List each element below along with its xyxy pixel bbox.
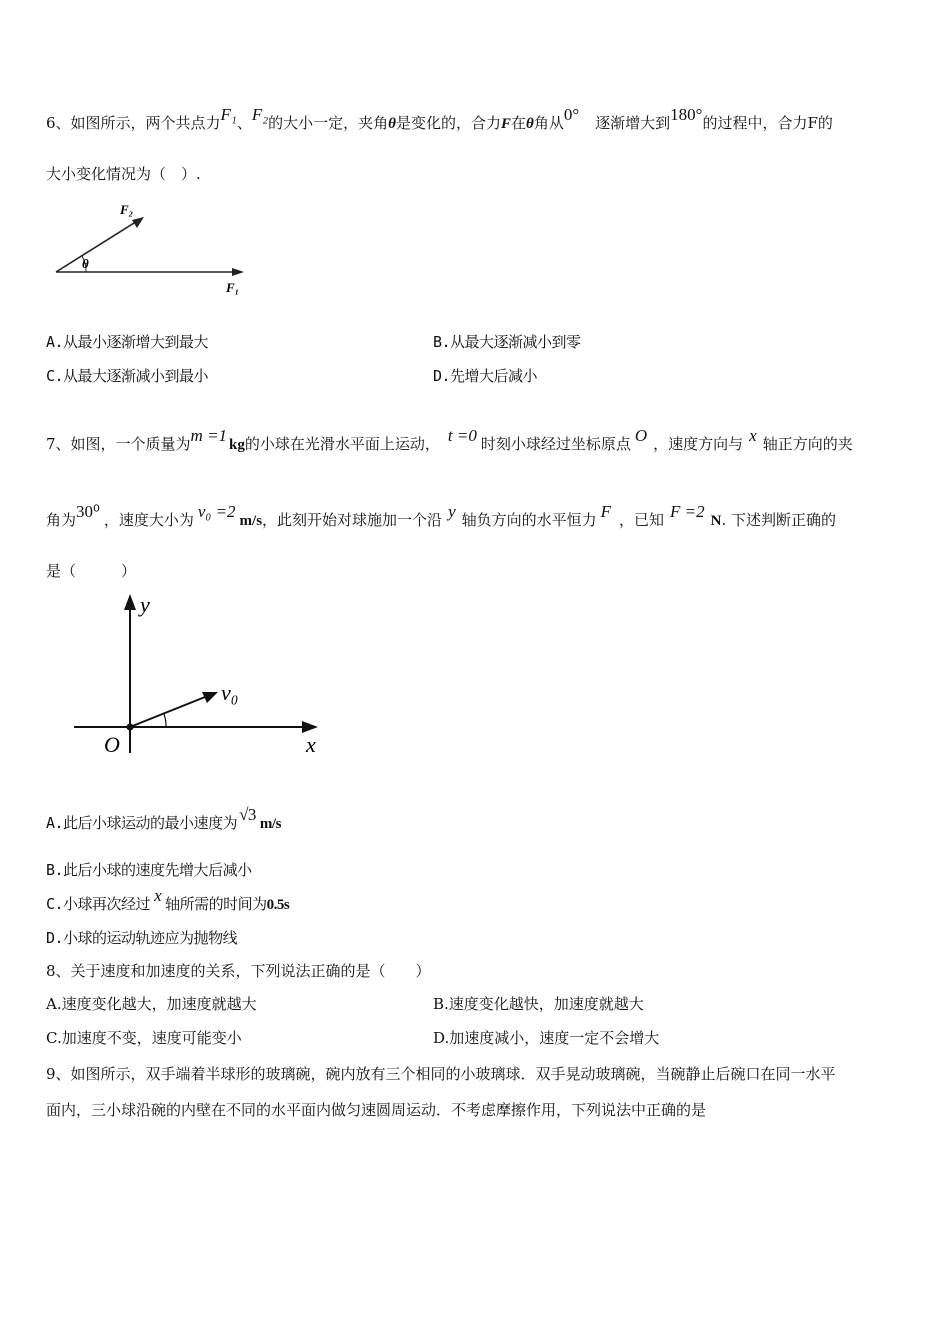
mass-expression: m =1 (190, 426, 228, 445)
sqrt3-value: √3 (239, 805, 256, 824)
origin-symbol: O (634, 426, 648, 445)
degree-180: 180° (670, 105, 703, 124)
q6-option-d: D.先增大后减小 (433, 367, 538, 385)
time-expression: t =0 (447, 426, 477, 445)
force-symbol: F (600, 502, 612, 521)
q6-force-figure (46, 198, 256, 298)
q7-stem-line3: 是（ ） (46, 562, 137, 580)
f1-symbol: F₁ (220, 105, 237, 124)
q6-option-a: A.从最小逐渐增大到最大 (46, 333, 209, 351)
velocity-label: v₀ (221, 680, 239, 705)
q6-option-c: C.从最大逐渐减小到最小 (46, 367, 209, 385)
q7-option-c: C.小球再次经过 x 轴所需的时间为0.5s (46, 886, 290, 913)
q8-stem: 8、关于速度和加速度的关系，下列说法正确的是（ ） (46, 962, 431, 980)
f2-label: F₂ (120, 202, 134, 217)
y-axis-symbol: y (448, 502, 456, 521)
q7-stem-line1: 7、如图，一个质量为m =1 kg的小球在光滑水平面上运动， t =0 时刻小球经过坐标原点 O ，速度方向与 x 轴正方向的夹 (46, 426, 853, 453)
x-axis-label: x (306, 732, 316, 757)
q9-stem-line2: 面内，三小球沿碗的内壁在不同的水平面内做匀速圆周运动．不考虑摩擦作用，下列说法中正确的是 (46, 1101, 707, 1119)
v0-expression: v₀ =2 (197, 502, 236, 521)
f1-label: F₁ (226, 280, 240, 295)
q8-option-c: C.加速度不变，速度可能变小 (46, 1029, 242, 1047)
q7-option-a: A.此后小球运动的最小速度为 √3 m/s (46, 805, 281, 832)
q7-coordinate-figure (66, 588, 336, 758)
angle-30: 30⁰ (76, 502, 100, 521)
theta-label: θ (82, 256, 89, 271)
q9-stem-line1: 9、如图所示，双手端着半球形的玻璃碗，碗内放有三个相同的小玻璃球．双手晃动玻璃碗，当碗静止后碗口在同一水平 (46, 1065, 836, 1083)
q6-option-b: B.从最大逐渐减小到零 (433, 333, 581, 351)
origin-label: O (104, 732, 120, 757)
x-axis-symbol: x (749, 426, 757, 445)
q7-option-d: D.小球的运动轨迹应为抛物线 (46, 929, 238, 947)
q8-option-a: A.速度变化越大，加速度就越大 (46, 995, 257, 1013)
f2-symbol: F₂ (251, 105, 269, 124)
q8-option-b: B.速度变化越快，加速度就越大 (433, 995, 644, 1013)
q7-stem-line2: 角为30⁰ ，速度大小为 v₀ =2 m/s，此刻开始对球施加一个沿 y 轴负方向的水平恒力 F ，已知 F =2 N. 下述判断正确的 (46, 502, 837, 529)
y-axis-label: y (140, 592, 150, 617)
q7-option-b: B.此后小球的速度先增大后减小 (46, 861, 252, 879)
q6-stem-line2: 大小变化情况为（ ）. (46, 165, 201, 183)
q8-option-d: D.加速度减小，速度一定不会增大 (433, 1029, 660, 1047)
q6-stem-line1: 6、如图所示，两个共点力F₁、F₂的大小一定，夹角θ是变化的，合力F在θ角从0° 逐渐增大到180°的过程中，合力F的 (46, 105, 833, 132)
force-value: F =2 (670, 502, 705, 521)
zero-degree: 0° (563, 105, 580, 124)
